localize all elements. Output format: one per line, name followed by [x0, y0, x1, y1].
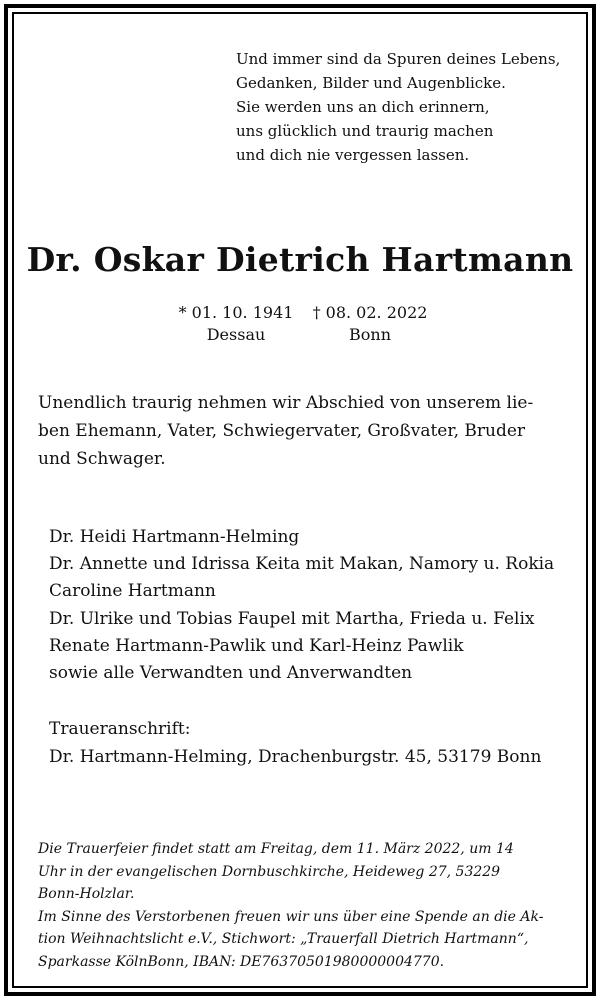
address-label: Traueranschrift:: [49, 719, 191, 739]
notice-line: tion Weihnachtslicht e.V., Stichwort: „Trauerfall Dietrich Hartmann“,: [38, 931, 529, 947]
farewell-line: ben Ehemann, Vater, Schwiegervater, Großvater, Bruder: [38, 421, 526, 441]
poem-line: und dich nie vergessen lassen.: [236, 146, 470, 164]
deceased-name: Dr. Oskar Dietrich Hartmann: [26, 240, 574, 279]
mourner-line: Dr. Heidi Hartmann-Helming: [49, 527, 300, 547]
poem-line: Und immer sind da Spuren deines Lebens,: [236, 50, 561, 68]
death-date: † 08. 02. 2022: [312, 303, 428, 322]
memorial-poem: [236, 47, 576, 167]
farewell-line: und Schwager.: [38, 449, 166, 469]
farewell-text: [38, 389, 558, 473]
birth-place: Dessau: [206, 325, 266, 344]
mourners-list: [49, 524, 579, 687]
notice-line: Sparkasse KölnBonn, IBAN: DE76370501980000004770.: [38, 953, 445, 970]
poem-line: Gedanken, Bilder und Augenblicke.: [236, 74, 506, 92]
death-place: Bonn: [349, 325, 391, 344]
mourning-address: [49, 715, 579, 771]
notice-line: Bonn-Holzlar.: [38, 886, 135, 902]
mourner-line: Dr. Ulrike und Tobias Faupel mit Martha, Frieda u. Felix: [49, 608, 535, 629]
mourner-line: Caroline Hartmann: [49, 581, 216, 602]
notice-line: Uhr in der evangelischen Dornbuschkirche, Heideweg 27, 53229: [38, 863, 501, 880]
birth-date: * 01. 10. 1941: [178, 303, 294, 322]
death-info: [305, 302, 435, 346]
mourner-line: sowie alle Verwandten und Anverwandten: [49, 663, 413, 684]
notice-line: Die Trauerfeier findet statt am Freitag, dem 11. März 2022, um 14: [38, 841, 514, 857]
notice-line: Im Sinne des Verstorbenen freuen wir uns über eine Spende an die Ak-: [38, 908, 544, 925]
birth-info: [171, 302, 301, 346]
farewell-line: Unendlich traurig nehmen wir Abschied von unserem lie-: [38, 393, 534, 413]
mourner-line: Renate Hartmann-Pawlik und Karl-Heinz Pawlik: [49, 635, 464, 656]
address-value: Dr. Hartmann-Helming, Drachenburgstr. 45, 53179 Bonn: [49, 747, 542, 767]
poem-line: uns glücklich und traurig machen: [236, 122, 494, 140]
mourner-line: Dr. Annette und Idrissa Keita mit Makan, Namory u. Rokia: [49, 554, 555, 575]
funeral-notice: [38, 838, 568, 973]
poem-line: Sie werden uns an dich erinnern,: [236, 98, 490, 116]
